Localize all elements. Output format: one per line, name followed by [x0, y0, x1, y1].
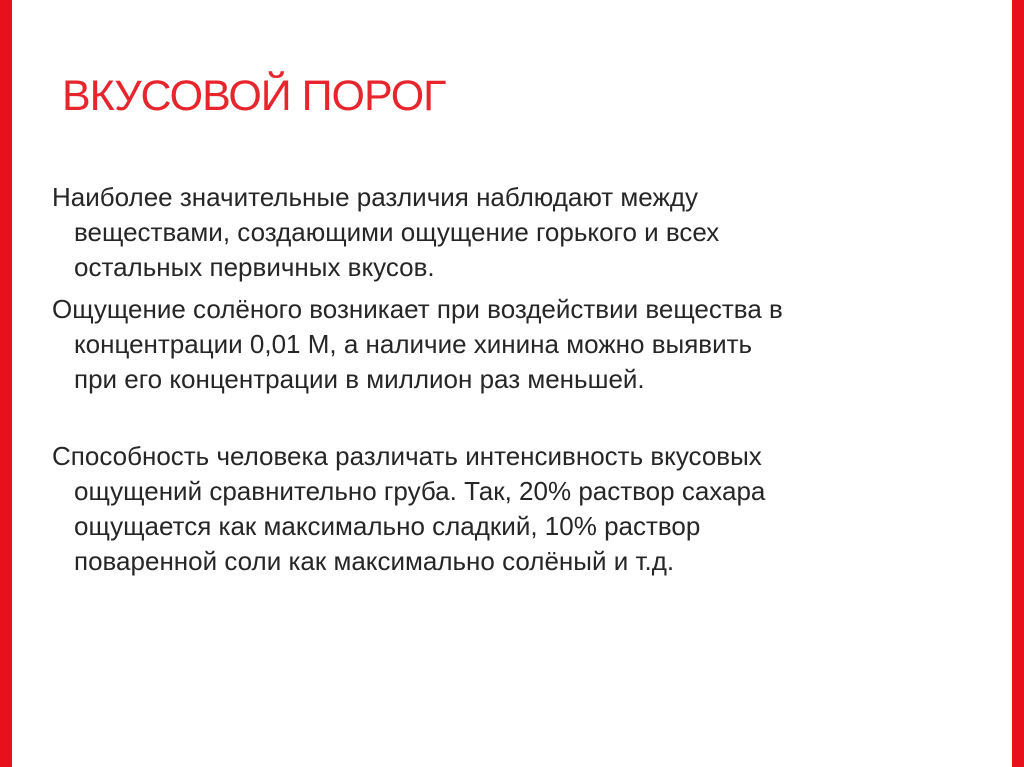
- paragraph-line: остальных первичных вкусов.: [74, 252, 435, 282]
- slide-frame-right: [1012, 0, 1024, 767]
- paragraph-intensity-discrimination: [52, 439, 952, 579]
- paragraph-line: ощущается как максимально сладкий, 10% раствор: [74, 511, 701, 541]
- paragraph-salty-threshold: [52, 292, 952, 397]
- paragraph-line: Способность человека различать интенсивность вкусовых: [52, 441, 762, 471]
- slide-body: [52, 180, 952, 579]
- paragraph-line: веществами, создающими ощущение горького и всех: [74, 217, 720, 247]
- paragraph-line: ощущений сравнительно груба. Так, 20% раствор сахара: [74, 476, 766, 506]
- slide-frame-left: [0, 0, 12, 767]
- slide-title: ВКУСОВОЙ ПОРОГ: [62, 72, 446, 120]
- paragraph-line: Ощущение солёного возникает при воздействии вещества в: [52, 294, 783, 324]
- slide: [12, 0, 1012, 767]
- paragraph-line: Наиболее значительные различия наблюдают между: [52, 182, 699, 212]
- paragraph-bitter-differences: [52, 180, 952, 285]
- paragraph-line: при его концентрации в миллион раз меньшей.: [74, 364, 645, 394]
- paragraph-line: поваренной соли как максимально солёный и т.д.: [74, 546, 675, 576]
- paragraph-line: концентрации 0,01 М, а наличие хинина можно выявить: [74, 329, 753, 359]
